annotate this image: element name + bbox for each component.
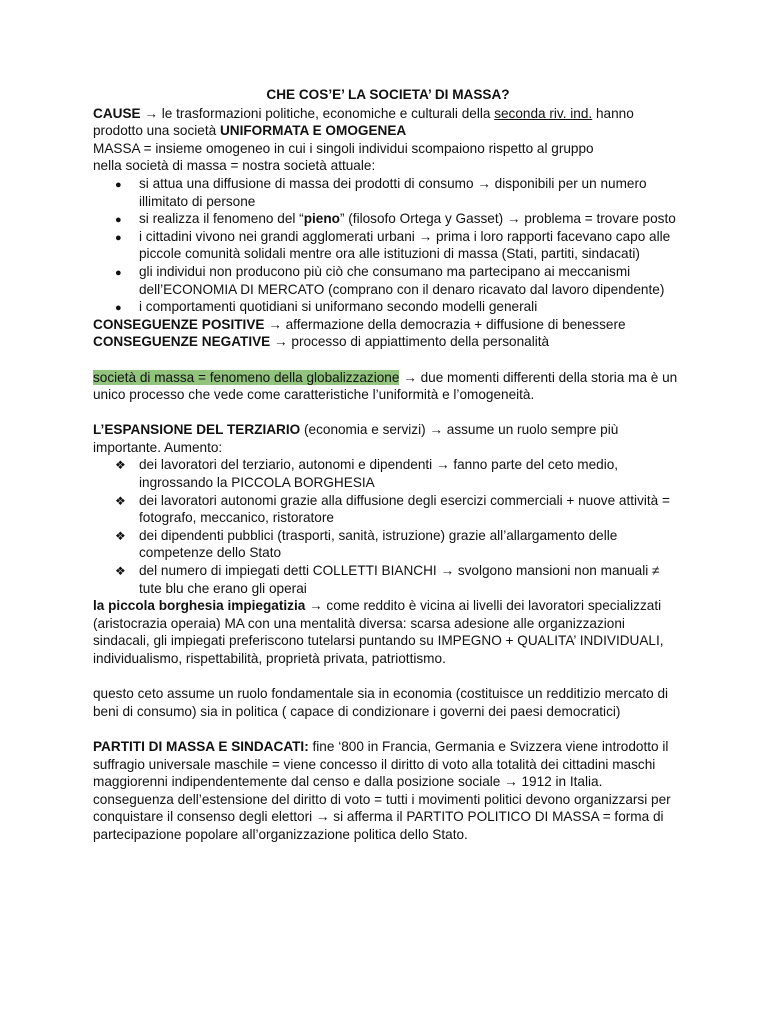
document-body [93, 86, 683, 844]
list-item-text: dei lavoratori autonomi grazie alla diffusione degli esercizi commerciali + nuove attività = fotografo, meccanico, ristoratore [139, 492, 670, 526]
cause-text-a: → le trasformazioni politiche, economiche e culturali della [140, 105, 495, 121]
document-title: CHE COS’E’ LA SOCIETA’ DI MASSA? [266, 87, 510, 102]
diamond-list [93, 456, 683, 597]
bullet-icon [115, 228, 122, 248]
terziario-paragraph [93, 421, 683, 456]
diamond-bullet-icon [115, 456, 126, 475]
list-item-text: del numero di impiegati detti COLLETTI BIANCHI → svolgono mansioni non manuali ≠ tute blu che erano gli operai [139, 563, 660, 596]
piccola-borghesia-text: → come reddito è vicina ai livelli dei lavoratori specializzati (aristocrazia operaia) MA con una mentalità diversa: scarsa adesione alle organizzazioni sindacali, gli impiegati preferiscono tutelarsi puntando su IMPEGNO + QUALITA’ INDIVIDUALI, individualismo, rispettabilità, proprietà privata, patriottismo. [93, 598, 664, 666]
globalization-paragraph [93, 369, 683, 404]
globalization-text: → due momenti differenti della storia ma è un unico processo che vede come caratteristiche l’uniformità e l’omogeneità. [93, 369, 678, 403]
spacer [93, 404, 683, 422]
ceto-paragraph: questo ceto assume un ruolo fondamentale sia in economia (costituisce un redditizio mercato di beni di consumo) sia in politica ( capace di condizionare i governi dei paesi democratici) [93, 686, 669, 719]
underlined-term: seconda riv. ind. [494, 105, 593, 121]
list-item [93, 456, 683, 491]
list-item [93, 298, 683, 316]
partiti-text: fine ‘800 in Francia, Germania e Svizzera viene introdotto il suffragio universale maschile = viene concesso il diritto di voto alla totalità dei cittadini maschi maggiorenni indipendentemente dal censo e dalla posizione sociale → 1912 in Italia. [93, 738, 669, 790]
partiti-paragraph [93, 738, 683, 791]
terziario-text: (economia e servizi) → assume un ruolo sempre più importante. Aumento: [93, 422, 619, 455]
list-item-text: si realizza il fenomeno del “ [139, 211, 304, 227]
bullet-icon [115, 263, 122, 283]
list-item [93, 492, 683, 527]
bullet-icon [115, 175, 122, 195]
cause-text-b: hanno prodotto una società [93, 105, 634, 139]
highlighted-text: società di massa = fenomeno della globalizzazione [93, 369, 400, 385]
negative-consequences [93, 333, 683, 351]
piccola-borghesia-paragraph [93, 597, 683, 667]
list-item-text: si attua una diffusione di massa dei prodotti di consumo → disponibili per un numero illimitato di persone [139, 175, 647, 209]
list-item-text: dei dipendenti pubblici (trasporti, sanità, istruzione) grazie all’allargamento delle competenze dello Stato [139, 527, 618, 561]
diamond-bullet-icon [115, 562, 126, 581]
diamond-bullet-icon [115, 527, 126, 546]
list-item-text: i comportamenti quotidiani si uniformano secondo modelli generali [139, 299, 538, 315]
bullet-icon [115, 298, 122, 318]
list-item [93, 175, 683, 210]
cause-bold: UNIFORMATA E OMOGENEA [219, 123, 407, 139]
list-item-bold: pieno [303, 211, 340, 227]
piccola-borghesia-label: la piccola borghesia impiegatizia [93, 598, 306, 614]
list-item-text: dei lavoratori del terziario, autonomi e dipendenti → fanno parte del ceto medio, ingrossando la PICCOLA BORGHESIA [139, 457, 619, 491]
intro-line: nella società di massa = nostra società attuale: [93, 158, 376, 174]
terziario-label: L’ESPANSIONE DEL TERZIARIO [93, 422, 301, 438]
cause-paragraph [93, 105, 683, 140]
conseguenza-paragraph: conseguenza dell’estensione del diritto di voto = tutti i movimenti politici devono organizzarsi per conquistare il consenso degli elettori → si afferma il PARTITO POLITICO DI MASSA = forma di partecipazione popolare all’organizzazione politica dello Stato. [93, 791, 671, 842]
negative-text: → processo di appiattimento della personalità [270, 334, 550, 350]
massa-definition: MASSA = insieme omogeneo in cui i singoli individui scompaiono rispetto al gruppo [93, 140, 594, 156]
list-item [93, 263, 683, 298]
list-item [93, 527, 683, 562]
list-item [93, 228, 683, 263]
cause-label: CAUSE [93, 105, 141, 121]
list-item-text: ” (filosofo Ortega y Gasset) → problema = trovare posto [339, 211, 676, 227]
spacer [93, 351, 683, 369]
negative-label: CONSEGUENZE NEGATIVE [93, 334, 271, 350]
positive-label: CONSEGUENZE POSITIVE [93, 316, 265, 332]
list-item-text: gli individui non producono più ciò che consumano ma partecipano ai meccanismi dell’ECONOMIA DI MERCATO (comprano con il denaro ricavato dal lavoro dipendente) [139, 263, 665, 297]
positive-consequences [93, 316, 683, 334]
positive-text: → affermazione della democrazia + diffusione di benessere [264, 316, 626, 332]
diamond-bullet-icon [115, 492, 126, 511]
bullet-list [93, 175, 683, 316]
list-item [93, 210, 683, 228]
spacer [93, 668, 683, 686]
partiti-label: PARTITI DI MASSA E SINDACATI: [93, 738, 309, 754]
spacer [93, 720, 683, 738]
list-item-text: i cittadini vivono nei grandi agglomerati urbani → prima i loro rapporti facevano capo alle piccole comunità solidali mentre ora alle istituzioni di massa (Stati, partiti, sindacati) [139, 228, 671, 262]
list-item [93, 562, 683, 597]
